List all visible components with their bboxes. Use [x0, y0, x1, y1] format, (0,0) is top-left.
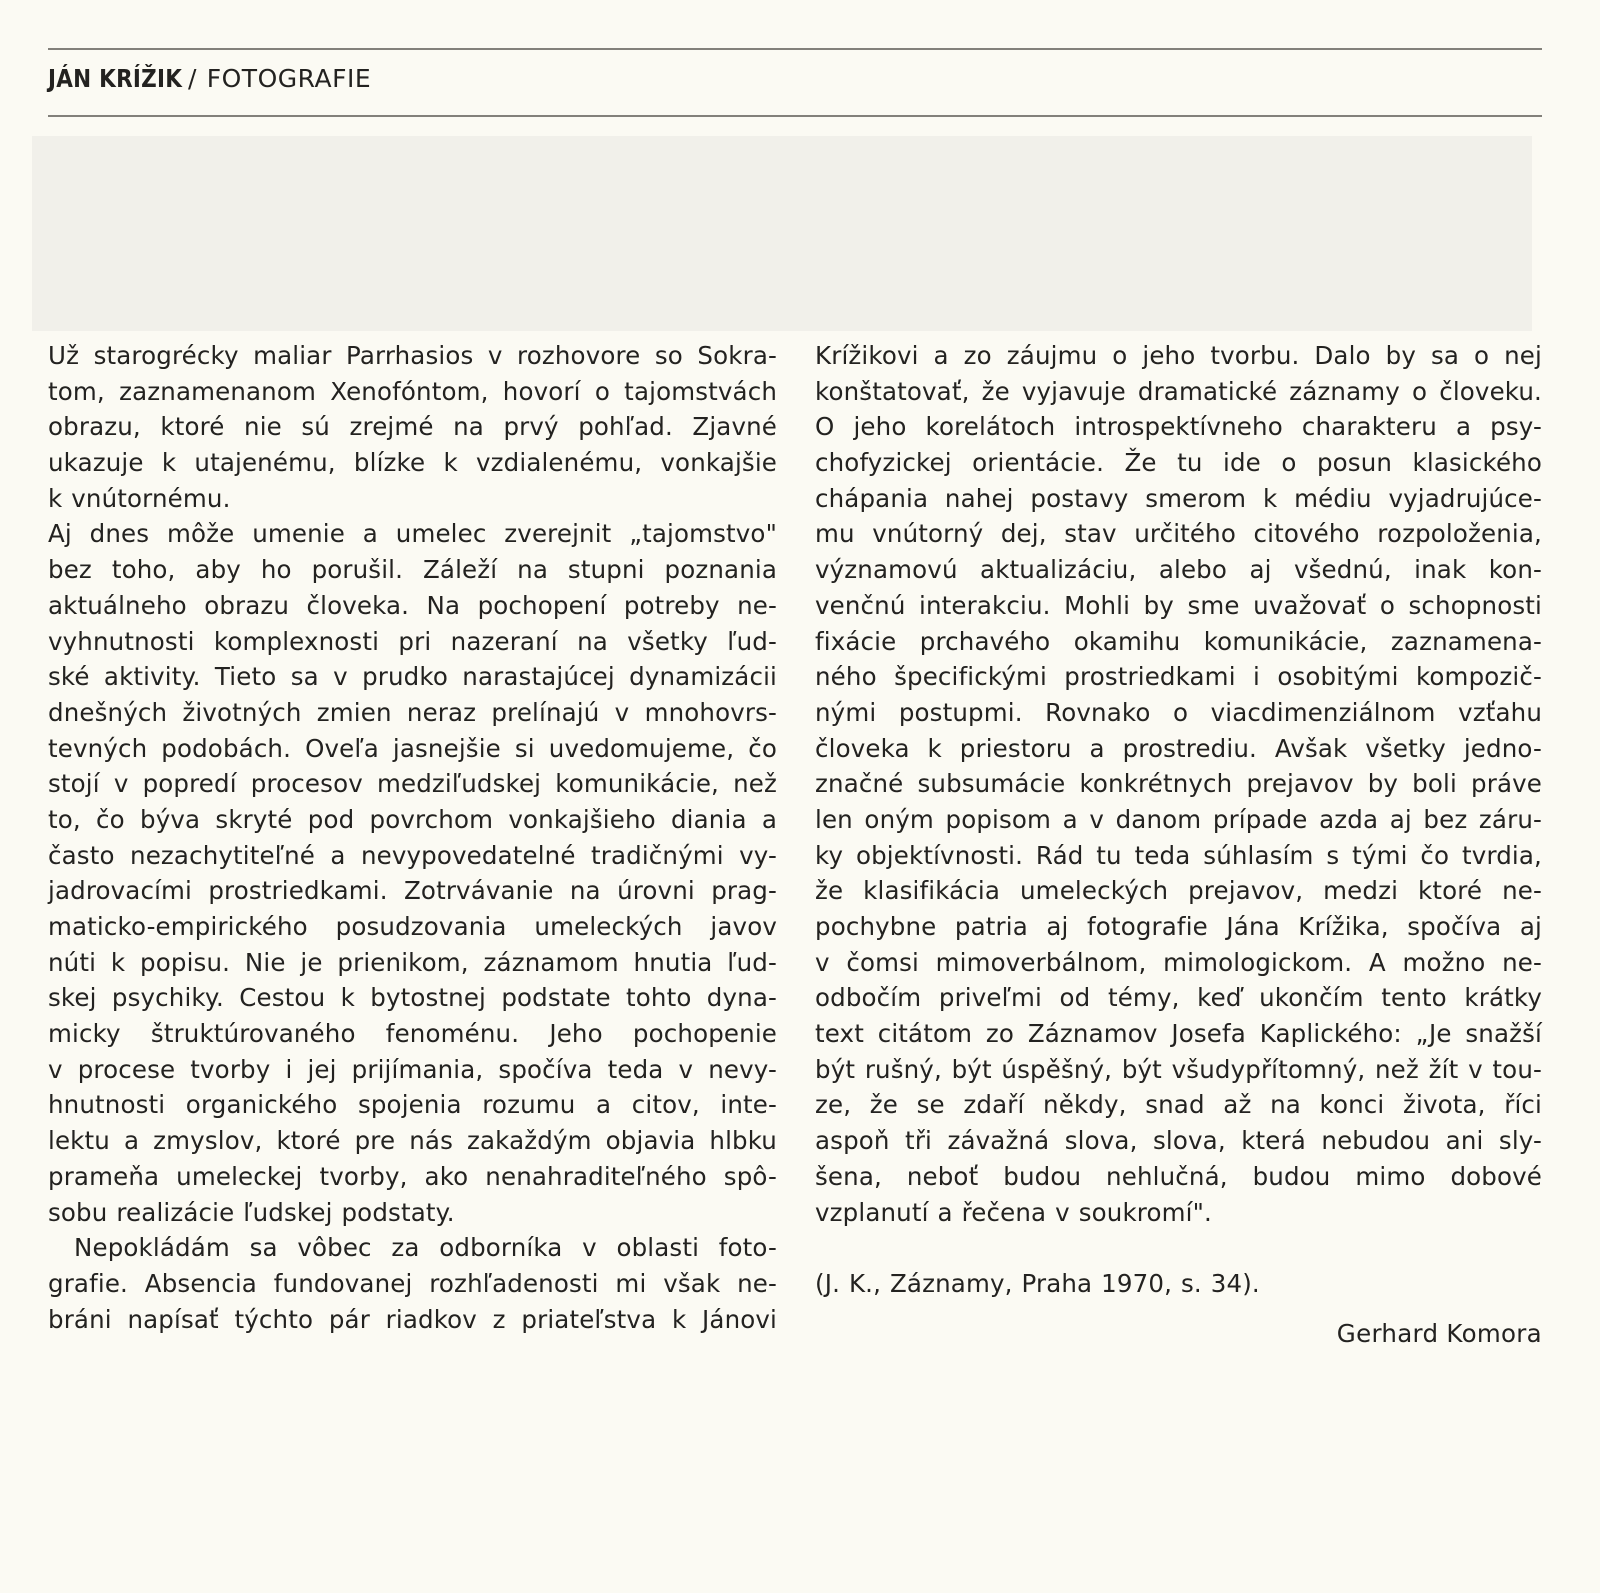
text-line: nými postupmi. Rovnako o viacdimenziálnom vzťahu: [815, 697, 1542, 727]
text-line: konštatovať, že vyjavuje dramatické záznamy o človeku.: [815, 376, 1542, 406]
header-top-rule: [48, 48, 1542, 50]
author-name: JÁN KRÍŽIK: [48, 64, 183, 93]
citation: (J. K., Záznamy, Praha 1970, s. 34).: [815, 1269, 1260, 1299]
blank-photo-area: [32, 136, 1532, 331]
text-line: v čomsi mimoverbálnom, mimologickom. A možno ne-: [815, 947, 1542, 977]
text-line: lektu a zmyslov, ktoré pre nás zakaždým objavia hlbku: [48, 1126, 777, 1156]
article-right-column: [815, 338, 1542, 1352]
text-line: značné subsumácie konkrétnych prejavov by boli práve: [815, 769, 1542, 799]
text-line: stojí v popredí procesov medziľudskej komunikácie, než: [48, 769, 777, 799]
page-header: [48, 64, 371, 100]
header-separator: /: [188, 64, 197, 93]
text-line: k vnútornému.: [48, 483, 231, 513]
text-line: to, čo býva skryté pod povrchom vonkajšieho diania a: [48, 804, 777, 834]
text-line: často nezachytiteľné a nevypovedatelné tradičnými vy-: [48, 840, 777, 870]
text-line: bráni napísať týchto pár riadkov z priateľstva k Jánovi: [48, 1304, 777, 1334]
text-line: ské aktivity. Tieto sa v prudko narastajúcej dynamizácii: [48, 662, 777, 692]
text-line: núti k popisu. Nie je prienikom, záznamom hnutia ľud-: [48, 947, 777, 977]
text-line: fixácie prchavého okamihu komunikácie, zaznamena-: [815, 626, 1542, 656]
text-line: obrazu, ktoré nie sú zrejmé na prvý pohľad. Zjavné: [48, 412, 777, 442]
text-line: bez toho, aby ho porušil. Záleží na stupni poznania: [48, 555, 777, 585]
text-line: v procese tvorby i jej prijímania, spočíva teda v nevy-: [48, 1054, 777, 1084]
text-line: prameňa umeleckej tvorby, ako nenahraditeľného spô-: [48, 1161, 777, 1191]
text-line: chofyzickej orientácie. Že tu ide o posun klasického: [815, 448, 1542, 478]
text-line: aktuálneho obrazu človeka. Na pochopení potreby ne-: [48, 590, 777, 620]
text-line: text citátom zo Záznamov Josefa Kaplického: „Je snažší: [815, 1019, 1542, 1049]
text-line: že klasifikácia umeleckých prejavov, medzi ktoré ne-: [815, 876, 1542, 906]
text-line: Nepokládám sa vôbec za odborníka v oblasti foto-: [74, 1233, 777, 1263]
text-line: vyhnutnosti komplexnosti pri nazeraní na všetky ľud-: [48, 626, 777, 656]
header-bottom-rule: [48, 115, 1542, 117]
text-line: šena, neboť budou nehlučná, budou mimo dobové: [815, 1161, 1542, 1191]
text-line: Aj dnes môže umenie a umelec zverejnit „tajomstvo": [48, 519, 777, 549]
text-line: grafie. Absencia fundovanej rozhľadenosti mi však ne-: [48, 1268, 777, 1298]
text-line: být rušný, být úspěšný, být všudypřítomný, než žít v tou-: [815, 1054, 1542, 1084]
text-line: pochybne patria aj fotografie Jána Krížika, spočíva aj: [815, 912, 1542, 941]
text-line: významovú aktualizáciu, alebo aj všednú, inak kon-: [815, 555, 1542, 585]
header-subtitle: FOTOGRAFIE: [206, 64, 372, 93]
text-line: O jeho korelátoch introspektívneho charakteru a psy-: [815, 412, 1542, 442]
text-line: micky štruktúrovaného fenoménu. Jeho pochopenie: [48, 1019, 777, 1049]
text-line: ukazuje k utajenému, blízke k vzdialenému, vonkajšie: [48, 448, 777, 478]
text-line: Už starogrécky maliar Parrhasios v rozhovore so Sokra-: [48, 341, 777, 370]
text-line: hnutnosti organického spojenia rozumu a citov, inte-: [48, 1090, 777, 1120]
text-line: sobu realizácie ľudskej podstaty.: [48, 1197, 455, 1227]
text-line: ze, že se zdaří někdy, snad až na konci života, říci: [815, 1090, 1542, 1120]
text-line: chápania nahej postavy smerom k médiu vyjadrujúce-: [815, 483, 1542, 513]
text-line: skej psychiky. Cestou k bytostnej podstate tohto dyna-: [48, 983, 777, 1013]
text-line: človeka k priestoru a prostrediu. Avšak všetky jedno-: [815, 733, 1542, 763]
text-line: aspoň tři závažná slova, slova, která nebudou ani sly-: [815, 1126, 1542, 1156]
spacer: [815, 1302, 1542, 1316]
text-line: mu vnútorný dej, stav určitého citového rozpoloženia,: [815, 519, 1542, 549]
article-left-column: [48, 338, 777, 1337]
text-line: vzplanutí a řečena v soukromí".: [815, 1197, 1212, 1227]
text-line: tom, zaznamenanom Xenofóntom, hovorí o tajomstvách: [48, 376, 777, 406]
text-line: odbočím priveľmi od témy, keď ukončím tento krátky: [815, 983, 1542, 1013]
text-line: tevných podobách. Oveľa jasnejšie si uvedomujeme, čo: [48, 733, 777, 763]
spacer: [815, 1230, 1542, 1266]
author-signature: Gerhard Komora: [1336, 1318, 1542, 1348]
text-line: ky objektívnosti. Rád tu teda súhlasím s tými čo tvrdia,: [815, 840, 1542, 870]
text-line: venčnú interakciu. Mohli by sme uvažovať o schopnosti: [815, 590, 1542, 620]
text-line: ného špecifickými prostriedkami i osobitými kompozič-: [815, 662, 1542, 692]
text-line: len oným popisom a v danom prípade azda aj bez záru-: [815, 804, 1542, 834]
text-line: Krížikovi a zo záujmu o jeho tvorbu. Dalo by sa o nej: [815, 341, 1542, 370]
text-line: dnešných životných zmien neraz prelínajú v mnohovrs-: [48, 697, 777, 727]
text-line: jadrovacími prostriedkami. Zotrvávanie na úrovni prag-: [48, 876, 777, 906]
text-line: maticko-empirického posudzovania umeleckých javov: [48, 912, 777, 941]
